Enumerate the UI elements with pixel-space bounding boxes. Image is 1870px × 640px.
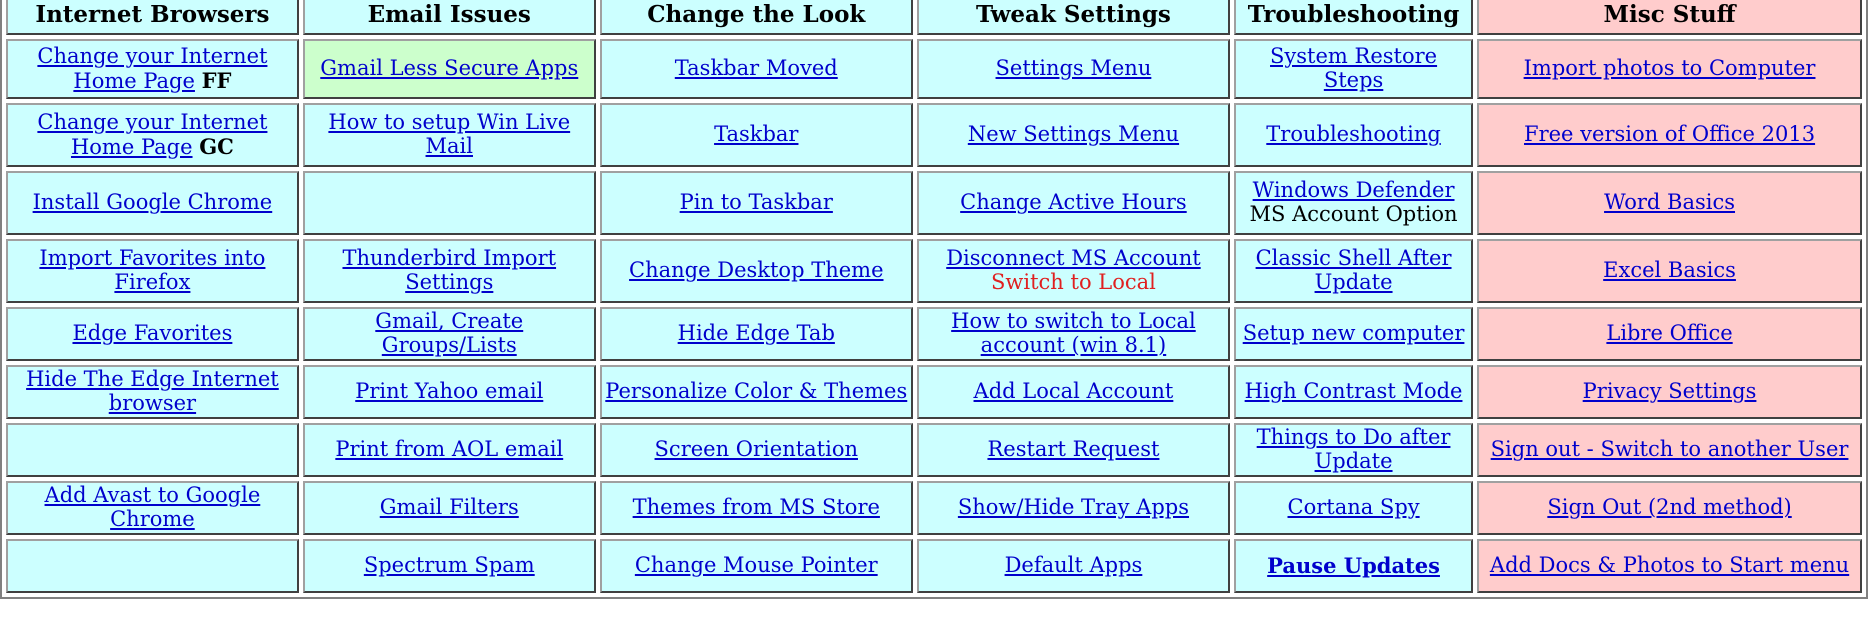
cell-change-the-look bbox=[600, 39, 913, 99]
cell-troubleshooting bbox=[1234, 171, 1473, 235]
link-print-aol-email[interactable]: Print from AOL email bbox=[335, 437, 564, 462]
cell-misc-stuff bbox=[1477, 239, 1862, 303]
link-change-home-page-ff[interactable]: Change your Internet Home Page bbox=[37, 43, 268, 93]
cell-change-the-look bbox=[600, 307, 913, 361]
cell-internet-browsers-empty bbox=[6, 539, 299, 593]
cell-internet-browsers bbox=[6, 39, 299, 99]
link-word-basics[interactable]: Word Basics bbox=[1604, 190, 1736, 215]
link-high-contrast-mode[interactable]: High Contrast Mode bbox=[1244, 379, 1463, 404]
table-row bbox=[6, 481, 1862, 535]
cell-tweak-settings bbox=[917, 365, 1230, 419]
cell-email-issues bbox=[303, 103, 596, 167]
link-disconnect-ms-account[interactable]: Disconnect MS Account bbox=[946, 246, 1201, 271]
link-cortana-spy[interactable]: Cortana Spy bbox=[1287, 495, 1420, 520]
link-libre-office[interactable]: Libre Office bbox=[1606, 321, 1733, 346]
cell-tweak-settings bbox=[917, 539, 1230, 593]
cell-internet-browsers-empty bbox=[6, 423, 299, 477]
cell-tweak-settings bbox=[917, 481, 1230, 535]
cell-tweak-settings bbox=[917, 239, 1230, 303]
link-import-favorites-firefox[interactable]: Import Favorites into Firefox bbox=[39, 246, 266, 294]
link-show-hide-tray-apps[interactable]: Show/Hide Tray Apps bbox=[957, 495, 1189, 520]
table-row bbox=[6, 39, 1862, 99]
link-excel-basics[interactable]: Excel Basics bbox=[1603, 258, 1736, 283]
table-row bbox=[6, 103, 1862, 167]
link-add-avast-chrome[interactable]: Add Avast to Google Chrome bbox=[44, 483, 261, 531]
cell-troubleshooting bbox=[1234, 539, 1473, 593]
cell-internet-browsers bbox=[6, 307, 299, 361]
cell-troubleshooting bbox=[1234, 481, 1473, 535]
suffix-gc: GC bbox=[199, 133, 234, 159]
cell-change-the-look bbox=[600, 171, 913, 235]
cell-internet-browsers bbox=[6, 239, 299, 303]
link-classic-shell-after-update[interactable]: Classic Shell After Update bbox=[1255, 246, 1452, 294]
cell-internet-browsers bbox=[6, 365, 299, 419]
link-edge-favorites[interactable]: Edge Favorites bbox=[72, 321, 233, 346]
link-change-desktop-theme[interactable]: Change Desktop Theme bbox=[629, 258, 884, 283]
header-tweak-settings: Tweak Settings bbox=[917, 0, 1230, 35]
link-settings-menu[interactable]: Settings Menu bbox=[995, 56, 1152, 81]
cell-email-issues bbox=[303, 239, 596, 303]
link-switch-to-local-account[interactable]: How to switch to Local account (win 8.1) bbox=[951, 309, 1196, 357]
link-default-apps[interactable]: Default Apps bbox=[1004, 553, 1143, 578]
suffix-switch-to-local: Switch to Local bbox=[991, 270, 1156, 294]
link-windows-defender[interactable]: Windows Defender bbox=[1252, 178, 1455, 203]
link-setup-new-computer[interactable]: Setup new computer bbox=[1242, 321, 1465, 346]
cell-internet-browsers bbox=[6, 481, 299, 535]
suffix-ms-account-option: MS Account Option bbox=[1249, 202, 1458, 226]
link-import-photos[interactable]: Import photos to Computer bbox=[1523, 56, 1816, 81]
link-gmail-less-secure-apps[interactable]: Gmail Less Secure Apps bbox=[320, 56, 579, 81]
cell-misc-stuff bbox=[1477, 423, 1862, 477]
cell-troubleshooting bbox=[1234, 365, 1473, 419]
cell-tweak-settings bbox=[917, 307, 1230, 361]
cell-tweak-settings bbox=[917, 171, 1230, 235]
link-screen-orientation[interactable]: Screen Orientation bbox=[654, 437, 858, 462]
link-free-office-2013[interactable]: Free version of Office 2013 bbox=[1524, 122, 1816, 147]
cell-email-issues bbox=[303, 39, 596, 99]
cell-internet-browsers bbox=[6, 103, 299, 167]
cell-change-the-look bbox=[600, 239, 913, 303]
cell-misc-stuff bbox=[1477, 307, 1862, 361]
cell-tweak-settings bbox=[917, 423, 1230, 477]
cell-email-issues bbox=[303, 307, 596, 361]
cell-troubleshooting bbox=[1234, 103, 1473, 167]
cell-change-the-look bbox=[600, 103, 913, 167]
cell-change-the-look bbox=[600, 539, 913, 593]
link-change-mouse-pointer[interactable]: Change Mouse Pointer bbox=[634, 553, 878, 578]
link-gmail-groups-lists[interactable]: Gmail, Create Groups/Lists bbox=[375, 309, 524, 357]
link-add-local-account[interactable]: Add Local Account bbox=[973, 379, 1174, 404]
cell-tweak-settings bbox=[917, 39, 1230, 99]
link-system-restore-steps[interactable]: System Restore Steps bbox=[1270, 44, 1438, 92]
cell-email-issues bbox=[303, 481, 596, 535]
link-sign-out-switch-user[interactable]: Sign out - Switch to another User bbox=[1490, 437, 1849, 462]
link-sign-out-2nd-method[interactable]: Sign Out (2nd method) bbox=[1547, 495, 1792, 520]
cell-email-issues-empty bbox=[303, 171, 596, 235]
link-pause-updates[interactable]: Pause Updates bbox=[1267, 552, 1440, 578]
header-change-the-look: Change the Look bbox=[600, 0, 913, 35]
cell-misc-stuff bbox=[1477, 39, 1862, 99]
cell-change-the-look bbox=[600, 423, 913, 477]
link-add-docs-photos-start[interactable]: Add Docs & Photos to Start menu bbox=[1489, 553, 1850, 578]
header-internet-browsers: Internet Browsers bbox=[6, 0, 299, 35]
table-row bbox=[6, 239, 1862, 303]
link-taskbar[interactable]: Taskbar bbox=[714, 122, 799, 147]
table-row bbox=[6, 171, 1862, 235]
table-row bbox=[6, 423, 1862, 477]
cell-troubleshooting bbox=[1234, 239, 1473, 303]
cell-troubleshooting bbox=[1234, 39, 1473, 99]
cell-misc-stuff bbox=[1477, 365, 1862, 419]
link-gmail-filters[interactable]: Gmail Filters bbox=[379, 495, 519, 520]
cell-troubleshooting bbox=[1234, 423, 1473, 477]
header-row bbox=[6, 0, 1862, 35]
cell-troubleshooting bbox=[1234, 307, 1473, 361]
link-hide-edge-tab[interactable]: Hide Edge Tab bbox=[677, 321, 835, 346]
link-troubleshooting[interactable]: Troubleshooting bbox=[1266, 122, 1441, 147]
link-install-google-chrome[interactable]: Install Google Chrome bbox=[32, 190, 273, 215]
cell-misc-stuff bbox=[1477, 539, 1862, 593]
cell-misc-stuff bbox=[1477, 171, 1862, 235]
link-things-after-update[interactable]: Things to Do after Update bbox=[1256, 425, 1451, 473]
header-email-issues: Email Issues bbox=[303, 0, 596, 35]
cell-email-issues bbox=[303, 423, 596, 477]
link-restart-request[interactable]: Restart Request bbox=[987, 437, 1160, 462]
cell-change-the-look bbox=[600, 365, 913, 419]
link-new-settings-menu[interactable]: New Settings Menu bbox=[967, 122, 1180, 147]
table-row bbox=[6, 307, 1862, 361]
link-pin-to-taskbar[interactable]: Pin to Taskbar bbox=[679, 190, 833, 215]
cell-change-the-look bbox=[600, 481, 913, 535]
cell-email-issues bbox=[303, 365, 596, 419]
link-themes-ms-store[interactable]: Themes from MS Store bbox=[632, 495, 880, 520]
suffix-ff: FF bbox=[201, 67, 232, 93]
link-change-home-page-gc[interactable]: Change your Internet Home Page bbox=[37, 109, 268, 159]
link-change-active-hours[interactable]: Change Active Hours bbox=[960, 190, 1187, 215]
cell-tweak-settings bbox=[917, 103, 1230, 167]
link-setup-win-live-mail[interactable]: How to setup Win Live Mail bbox=[328, 110, 571, 158]
cell-email-issues bbox=[303, 539, 596, 593]
link-privacy-settings[interactable]: Privacy Settings bbox=[1582, 379, 1757, 404]
table-row bbox=[6, 365, 1862, 419]
link-thunderbird-import[interactable]: Thunderbird Import Settings bbox=[342, 246, 557, 294]
link-hide-edge-browser[interactable]: Hide The Edge Internet browser bbox=[26, 367, 279, 415]
cell-misc-stuff bbox=[1477, 103, 1862, 167]
cell-misc-stuff bbox=[1477, 481, 1862, 535]
link-taskbar-moved[interactable]: Taskbar Moved bbox=[674, 56, 838, 81]
link-personalize-color-themes[interactable]: Personalize Color & Themes bbox=[605, 379, 908, 404]
header-misc-stuff: Misc Stuff bbox=[1477, 0, 1862, 35]
link-spectrum-spam[interactable]: Spectrum Spam bbox=[363, 553, 535, 578]
header-troubleshooting: Troubleshooting bbox=[1234, 0, 1473, 35]
link-print-yahoo-email[interactable]: Print Yahoo email bbox=[355, 379, 544, 404]
cell-internet-browsers bbox=[6, 171, 299, 235]
table-row bbox=[6, 539, 1862, 593]
